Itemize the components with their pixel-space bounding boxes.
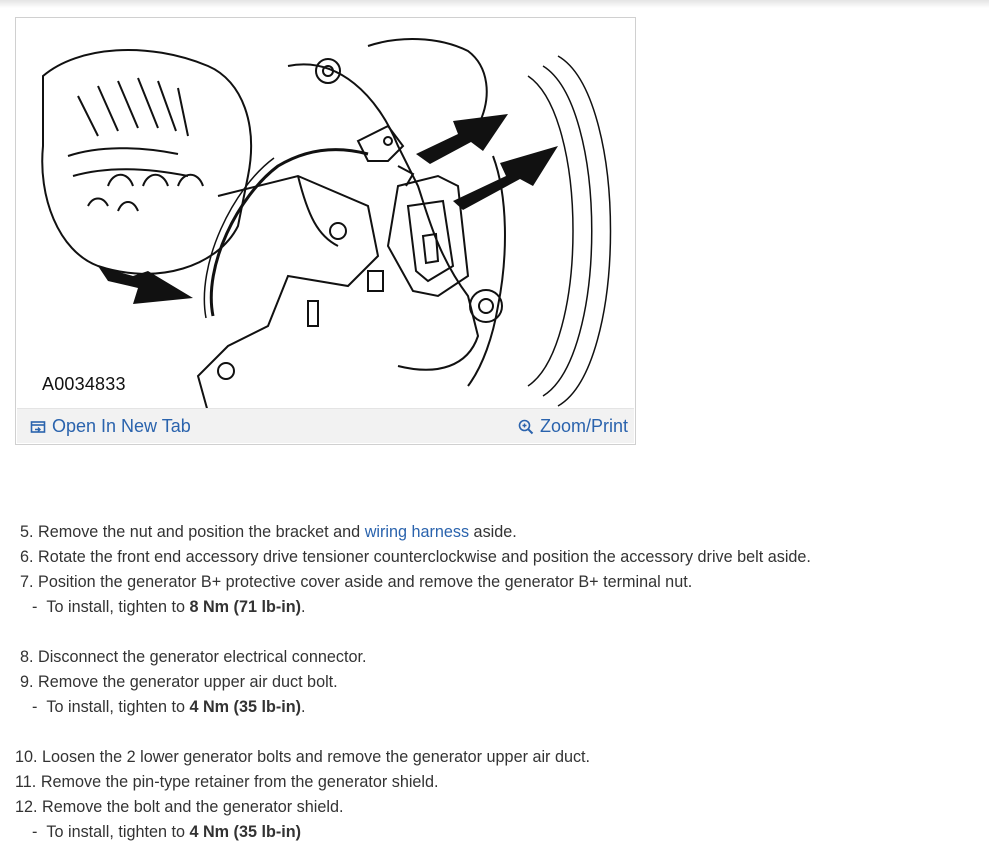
generator-illustration <box>38 36 614 412</box>
step-9-install-note: - To install, tighten to 4 Nm (35 lb-in). <box>32 698 306 716</box>
step-9: 9. Remove the generator upper air duct bolt. <box>20 673 338 691</box>
step-10: 10. Loosen the 2 lower generator bolts and remove the generator upper air duct. <box>15 748 591 766</box>
step-8: 8. Disconnect the generator electrical connector. <box>20 648 367 666</box>
step-11: 11. Remove the pin-type retainer from the generator shield. <box>15 773 439 791</box>
zoom-print-label: Zoom/Print <box>539 416 628 436</box>
step-12: 12. Remove the bolt and the generator shield. <box>15 798 344 816</box>
figure-footer <box>17 408 634 443</box>
figure-id: A0034833 <box>42 374 126 394</box>
step-5: 5. Remove the nut and position the bracket and wiring harness aside. <box>20 523 517 541</box>
step-7-install-note: - To install, tighten to 8 Nm (71 lb-in). <box>32 598 306 616</box>
open-new-tab-icon <box>30 419 46 435</box>
open-in-new-tab-label: Open In New Tab <box>52 416 191 436</box>
wiring-harness-link[interactable]: wiring harness <box>364 523 470 541</box>
step-6: 6. Rotate the front end accessory drive tensioner counterclockwise and position the accessory drive belt aside. <box>20 548 811 566</box>
top-shadow <box>0 0 989 8</box>
step-12-install-note: - To install, tighten to 4 Nm (35 lb-in) <box>32 823 301 841</box>
zoom-print-link[interactable] <box>518 416 628 437</box>
figure-card <box>15 17 636 445</box>
open-in-new-tab-link[interactable] <box>30 416 191 437</box>
step-7: 7. Position the generator B+ protective cover aside and remove the generator B+ terminal nut. <box>20 573 693 591</box>
zoom-magnifier-icon <box>518 419 534 435</box>
